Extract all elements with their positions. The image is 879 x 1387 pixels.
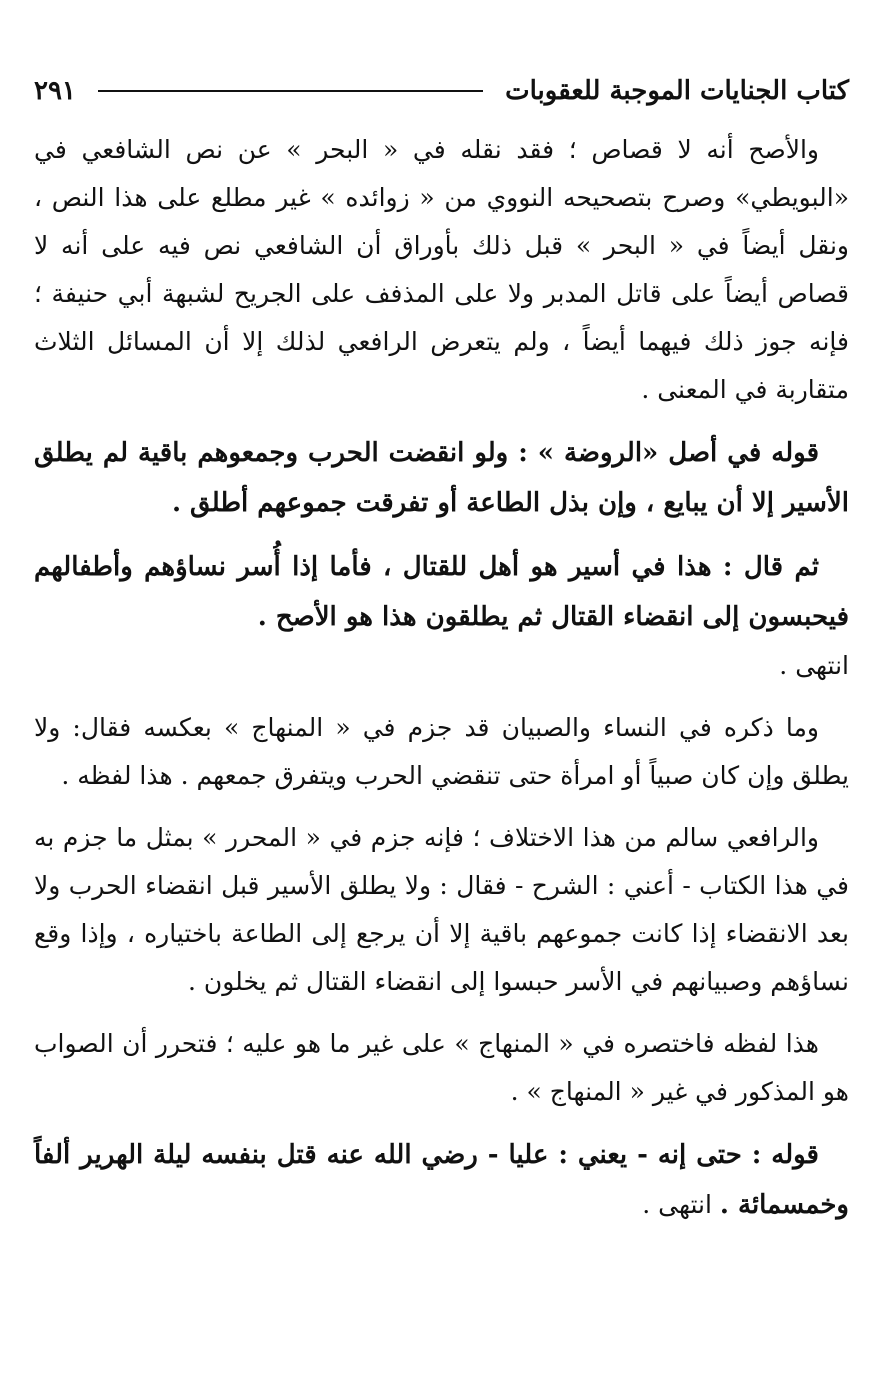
paragraph-5: والرافعي سالم من هذا الاختلاف ؛ فإنه جزم في « المحرر » بمثل ما جزم به في هذا الكتاب - أعني : الشرح - فقال : ولا يطلق الأسير قبل انقضاء الحرب ولا بعد الانقضاء إذا كانت جموعهم باقية إلا أن يرجع إلى الطاعة باختياره ، وإذا وقع نساؤهم وصبيانهم في الأسر حبسوا إلى انقضاء القتال ثم يخلون . [34,823,849,996]
paragraph-4: وما ذكره في النساء والصبيان قد جزم في « المنهاج » بعكسه فقال: ولا يطلق وإن كان صبياً أو امرأة حتى تنقضي الحرب ويتفرق جمعهم . هذا لفظه . [34,713,849,790]
closing-quote: قوله : حتى إنه - يعني : عليا - رضي الله عنه قتل بنفسه ليلة الهرير ألفاً وخمسمائة . [34,1140,849,1220]
paragraph-2-quote: قوله في أصل «الروضة » : ولو انقضت الحرب وجمعوهم باقية لم يطلق الأسير إلا أن يبايع ، وإن بذل الطاعة أو تفرقت جموعهم أطلق . [34,438,849,518]
paragraph-3-quote: ثم قال : هذا في أسير هو أهل للقتال ، فأما إذا أُسر نساؤهم وأطفالهم فيحبسون إلى انقضاء القتال ثم يطلقون هذا هو الأصح . [34,552,849,632]
paragraph-7-closing [34,1130,849,1230]
header-title: كتاب الجنايات الموجبة للعقوبات [505,76,849,106]
paragraph-6: هذا لفظه فاختصره في « المنهاج » على غير ما هو عليه ؛ فتحرر أن الصواب هو المذكور في غير « المنهاج » . [34,1029,849,1106]
header-rule [98,90,483,92]
book-page [34,66,849,1230]
closing-end: انتهى . [642,1190,720,1219]
page-number: ٢٩١ [34,76,76,106]
paragraph-3-tail: انتهى . [779,651,849,680]
paragraph-1: والأصح أنه لا قصاص ؛ فقد نقله في « البحر » عن نص الشافعي في «البويطي» وصرح بتصحيحه النووي من « زوائده » غير مطلع على هذا النص ، ونقل أيضاً في « البحر » قبل ذلك بأوراق أن الشافعي نص فيه على أنه لا قصاص أيضاً على قاتل المدبر ولا على المذفف على الجريح لشبهة أبي حنيفة ؛ فإنه جوز ذلك فيهما أيضاً ، ولم يتعرض الرافعي لذلك إلا أن المسائل الثلاث متقاربة في المعنى . [34,135,849,404]
running-header [34,66,849,116]
